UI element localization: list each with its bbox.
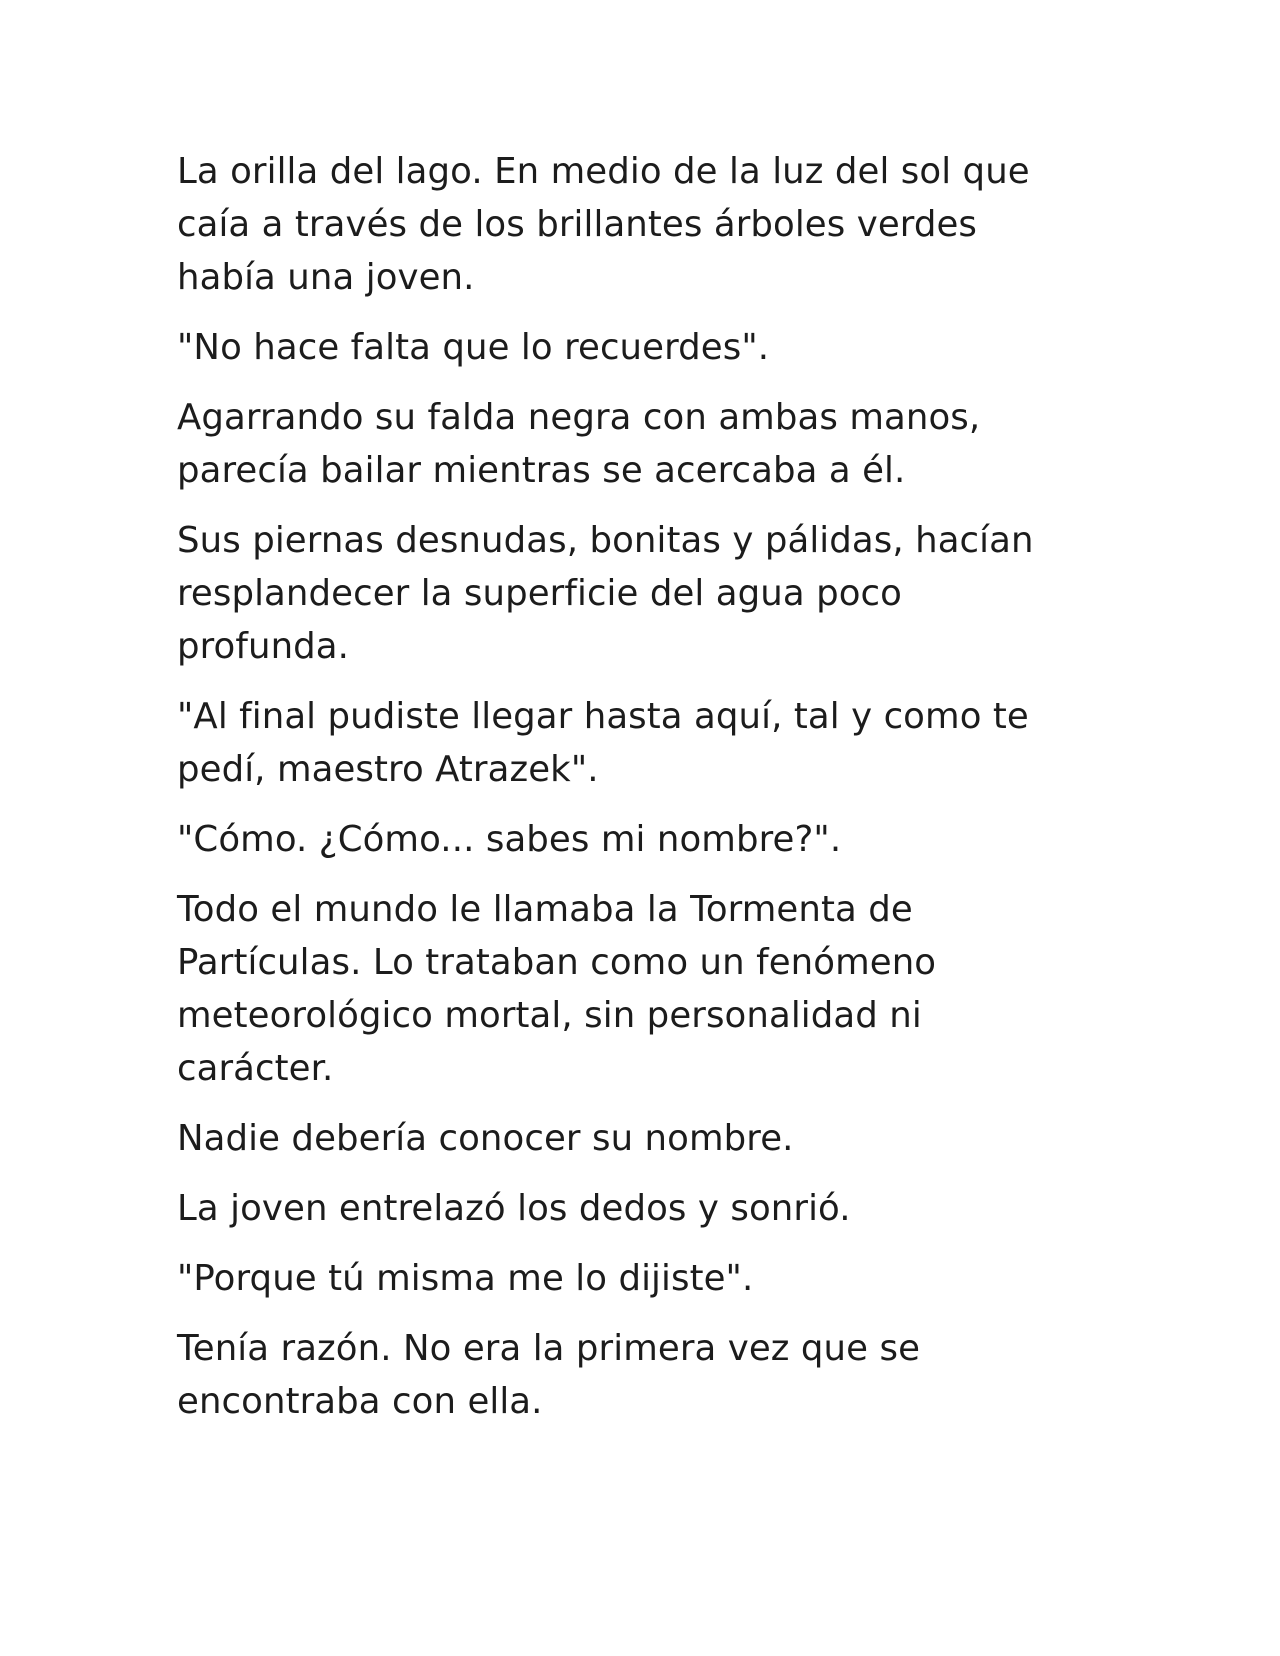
paragraph-11: Tenía razón. No era la primera vez que se encontraba con ella. — [177, 1328, 921, 1422]
paragraph-7: Todo el mundo le llamaba la Tormenta de Partículas. Lo trataban como un fenómeno meteorológico mortal, sin personalidad ni carácter. — [177, 889, 937, 1089]
paragraph-6: "Cómo. ¿Cómo... sabes mi nombre?". — [177, 819, 842, 860]
paragraph-3: Agarrando su falda negra con ambas manos, parecía bailar mientras se acercaba a él. — [177, 397, 981, 491]
paragraph-1: La orilla del lago. En medio de la luz del sol que caía a través de los brillantes árboles verdes había una joven. — [177, 151, 1030, 298]
paragraph-10: "Porque tú misma me lo dijiste". — [177, 1258, 754, 1299]
paragraph-2: "No hace falta que lo recuerdes". — [177, 327, 770, 368]
paragraph-8: Nadie debería conocer su nombre. — [177, 1118, 794, 1159]
paragraph-9: La joven entrelazó los dedos y sonrió. — [177, 1188, 851, 1229]
paragraph-4: Sus piernas desnudas, bonitas y pálidas, hacían resplandecer la superficie del agua poco profunda. — [177, 520, 1034, 667]
paragraph-5: "Al final pudiste llegar hasta aquí, tal y como te pedí, maestro Atrazek". — [177, 696, 1029, 790]
document-page — [177, 145, 1097, 1445]
